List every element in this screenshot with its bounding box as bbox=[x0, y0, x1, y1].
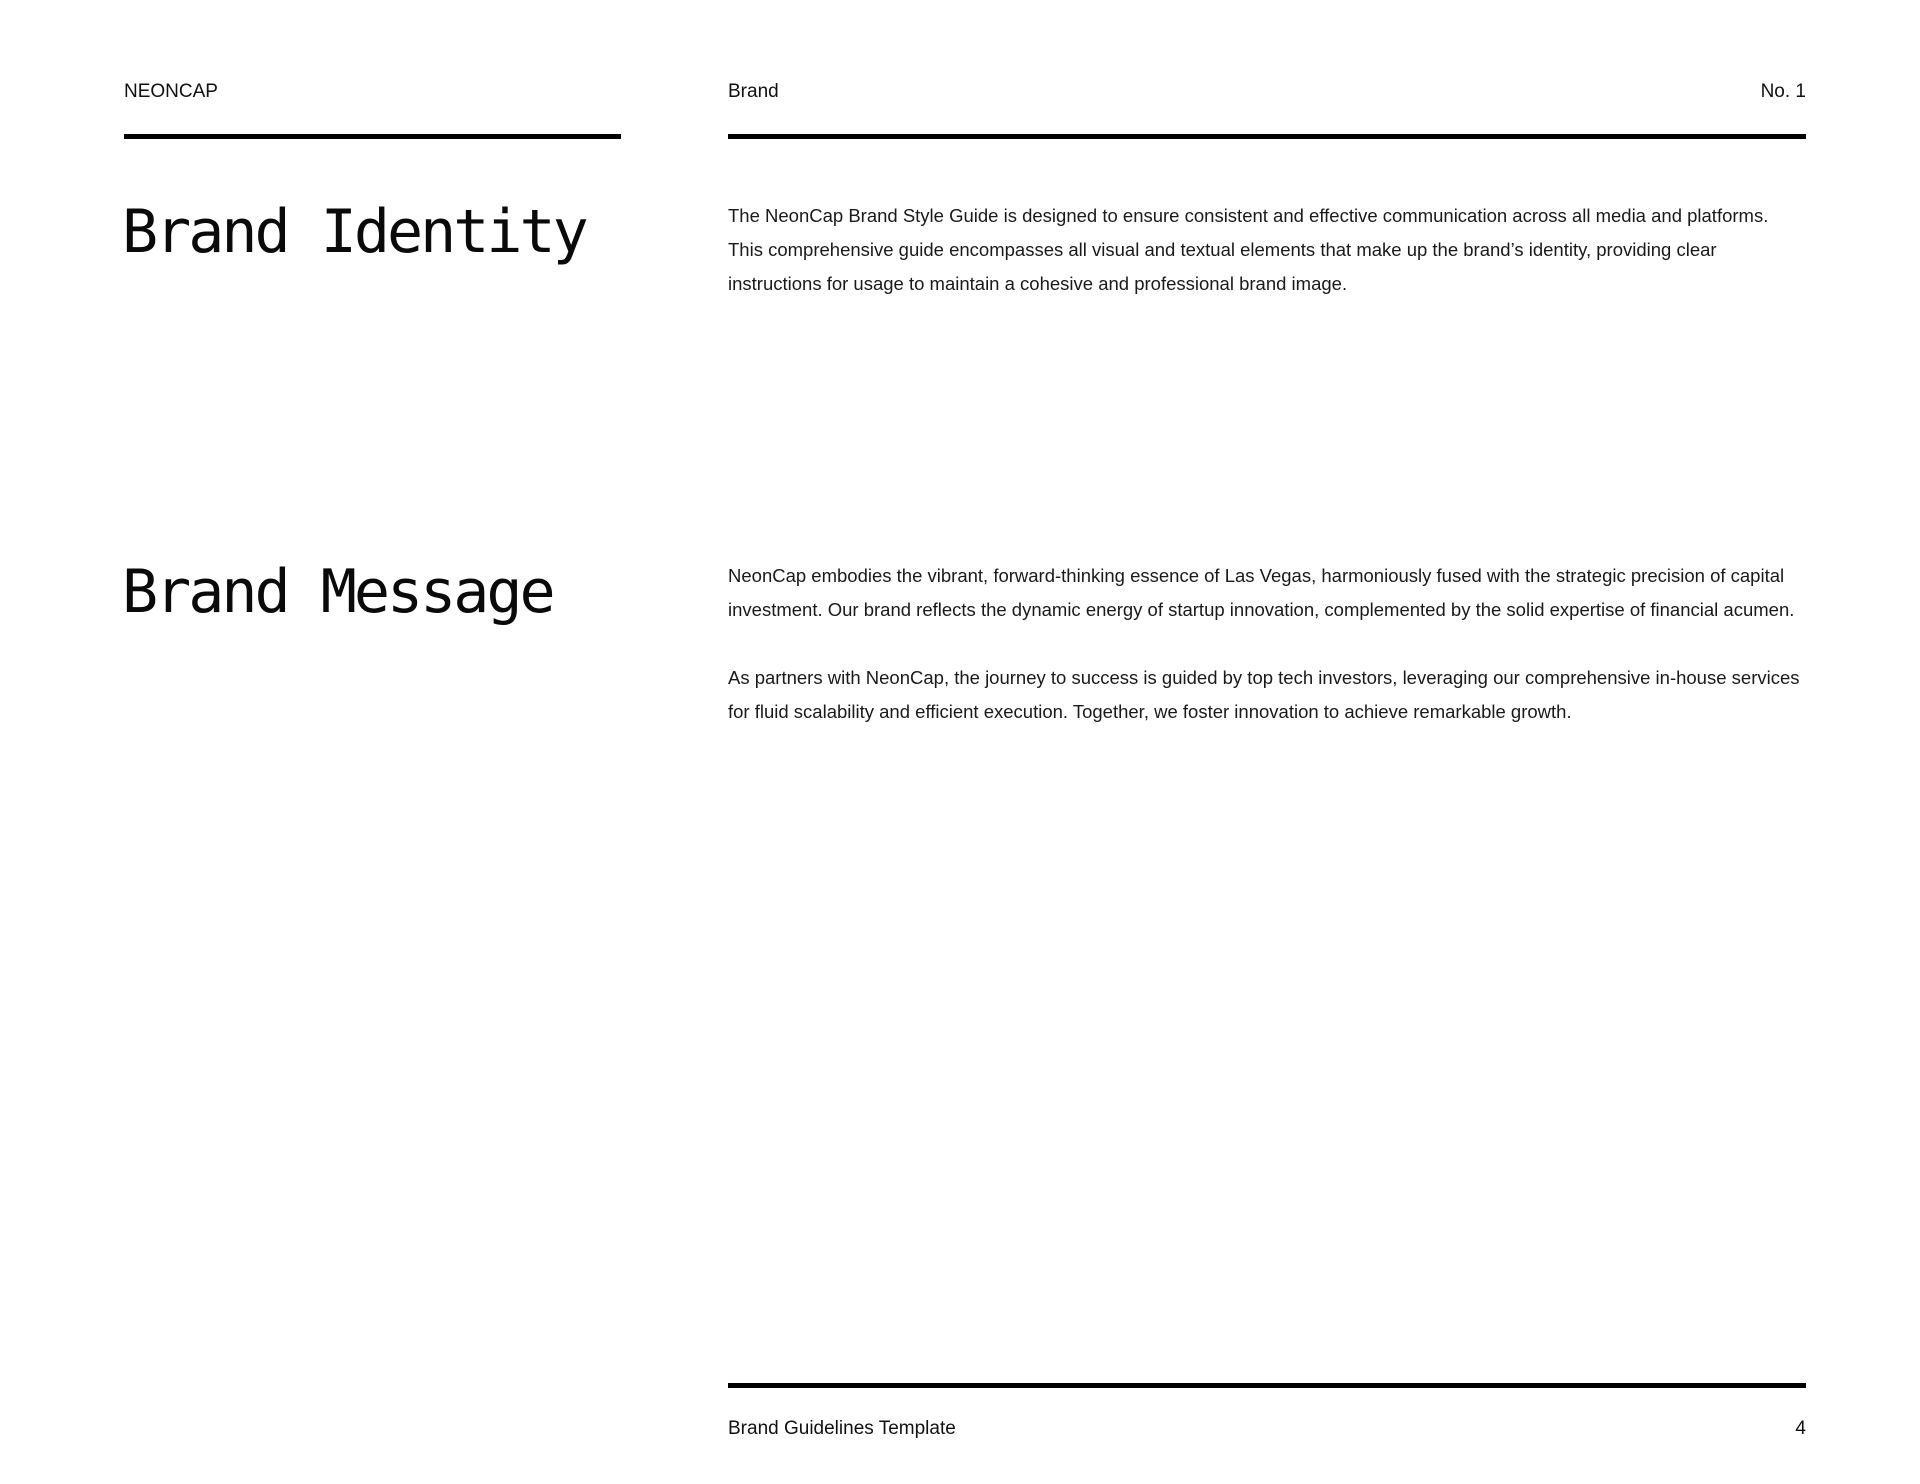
section-label: Brand bbox=[728, 81, 779, 102]
footer-document-title: Brand Guidelines Template bbox=[728, 1418, 956, 1439]
brand-message-body bbox=[728, 559, 1808, 763]
brand-identity-body bbox=[728, 199, 1808, 335]
brand-identity-paragraph: The NeonCap Brand Style Guide is designed to ensure consistent and effective communication across all media and platforms. This comprehensive guide encompasses all visual and textual elements that make up the brand’s identity, providing clear instructions for usage to maintain a cohesive and professional brand image. bbox=[728, 205, 1769, 294]
brand-identity-heading: Brand Identity bbox=[122, 197, 586, 267]
brand-message-heading: Brand Message bbox=[122, 557, 553, 627]
footer-divider bbox=[728, 1383, 1806, 1388]
brand-message-paragraph: NeonCap embodies the vibrant, forward-thinking essence of Las Vegas, harmoniously fused with the strategic precision of capital investment. Our brand reflects the dynamic energy of startup innovation, complemented by the solid expertise of financial acumen. bbox=[728, 565, 1795, 620]
header-divider-left bbox=[124, 134, 621, 139]
page-number: 4 bbox=[1795, 1418, 1806, 1439]
brand-message-paragraph: As partners with NeonCap, the journey to success is guided by top tech investors, leveraging our comprehensive in-house services for fluid scalability and efficient execution. Together, we foster innovation to achieve remarkable growth. bbox=[728, 667, 1800, 722]
header-divider-right bbox=[728, 134, 1806, 139]
issue-number: No. 1 bbox=[1760, 81, 1806, 102]
brand-wordmark: NEONCAP bbox=[124, 81, 218, 102]
